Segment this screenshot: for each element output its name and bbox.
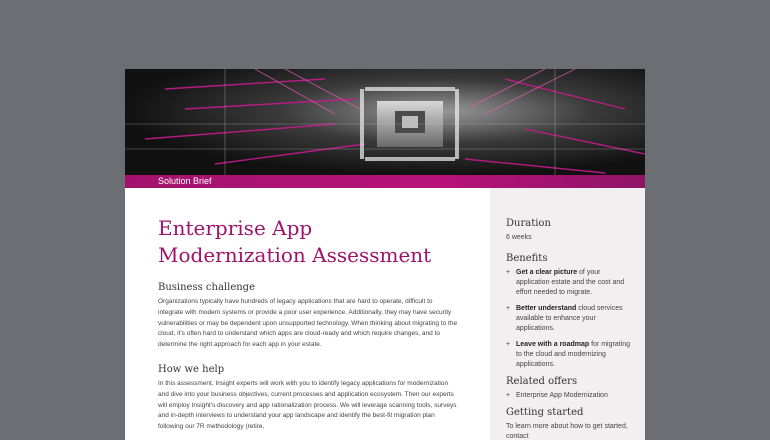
- main-content: [158, 215, 458, 433]
- section-body-how-we-help: In this assessment, Insight experts will work with you to identify legacy applications for modernization and dive into your business objectives, current processes and application ecosystem. Then our experts will employ Insight's discovery and app rationalization process. We will leverage scanning tools, surveys and in-depth interviews to understand your app landscape and identify the best-fit migration plan following our 7R methodology (retire,: [158, 379, 457, 431]
- benefit-bold: Better understand: [516, 305, 577, 312]
- section-heading-how-we-help: How we help: [158, 363, 225, 375]
- bullet-icon: +: [506, 341, 511, 348]
- getting-started-heading: Getting started: [506, 407, 584, 418]
- sidebar-content: [506, 218, 634, 440]
- related-offer-link[interactable]: Enterprise App Modernization: [516, 392, 608, 399]
- hero-image-circuit-board: [125, 69, 645, 175]
- benefit-text: of your application estate and the cost and effort needed to migrate.: [516, 269, 625, 296]
- benefit-item: [506, 340, 634, 370]
- section-heading-business-challenge: Business challenge: [158, 282, 255, 293]
- solution-brief-document: [125, 69, 645, 440]
- circuit-board-illustration: [125, 69, 645, 175]
- getting-started-text: To learn more about how to get started, contact: [506, 423, 628, 440]
- banner-label: Solution Brief: [158, 176, 212, 186]
- benefit-item: [506, 268, 634, 298]
- related-offers-list: [506, 391, 634, 401]
- duration-value: 6 weeks: [506, 234, 532, 241]
- related-offers-heading: Related offers: [506, 376, 578, 387]
- benefits-heading: Benefits: [506, 253, 548, 264]
- bullet-icon: +: [506, 305, 511, 312]
- document-title: Enterprise App Modernization Assessment: [158, 216, 432, 267]
- bullet-icon: +: [506, 269, 511, 276]
- section-body-business-challenge: Organizations typically have hundreds of legacy applications that are hard to operate, difficult to integrate with modern systems or provide a poor user experience. Additionally, they may have security vulnerabilities or may be dependent upon unsupported technology. When thinking about migrating to the cloud, it's often hard to understand which apps are cloud-ready and which require changes, and to determine the right approach for each app in your estate.: [158, 298, 458, 349]
- benefit-item: [506, 304, 634, 334]
- related-offer-item[interactable]: [506, 391, 634, 401]
- bullet-icon: +: [506, 392, 511, 399]
- duration-heading: Duration: [506, 218, 551, 229]
- benefit-bold: Get a clear picture: [516, 269, 578, 276]
- benefit-bold: Leave with a roadmap: [516, 341, 590, 348]
- benefit-text: for migrating to the cloud and modernizing applications.: [516, 341, 630, 368]
- benefits-list: [506, 268, 634, 370]
- solution-brief-banner: [125, 175, 645, 188]
- sidebar: [490, 188, 645, 440]
- benefit-text: cloud services available to enhance your applications.: [516, 305, 623, 332]
